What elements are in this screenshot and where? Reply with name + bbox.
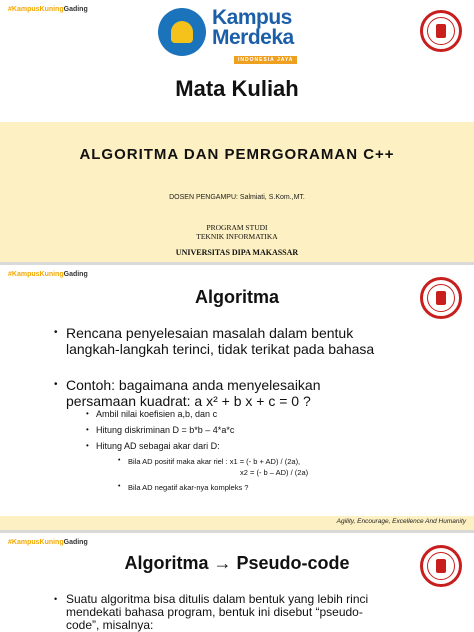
- algoritma-slide: [0, 265, 474, 530]
- bullet: • Rencana penyelesaian masalah dalam bentuk langkah-langkah terinci, tidak terikat pada bahasa: [66, 325, 396, 357]
- title-band: [0, 122, 474, 262]
- sub-bullet: • Hitung AD sebagai akar dari D:: [96, 441, 220, 451]
- sub-sub-bullet-cont: x2 = (- b – AD) / (2a): [240, 468, 309, 477]
- tut-wuri-logo-icon: [158, 8, 206, 56]
- program-text: PROGRAM STUDI TEKNIK INFORMATIKA: [196, 223, 278, 241]
- sub-sub-bullet: • Bila AD negatif akar-nya kompleks ?: [128, 483, 248, 492]
- page-heading: Mata Kuliah: [175, 76, 299, 101]
- slide-title: Algoritma → Pseudo-code: [124, 553, 350, 573]
- hashtag: #KampusKuningGading: [8, 271, 88, 278]
- hashtag: #KampusKuningGading: [8, 6, 88, 13]
- sub-bullet: • Ambil nilai koefisien a,b, dan c: [96, 409, 217, 419]
- course-title: ALGORITMA DAN PEMRGORAMAN C++: [79, 146, 395, 163]
- footer-bar: Agility, Encourage, Excellence And Humanity: [0, 516, 474, 530]
- university-name: UNIVERSITAS DIPA MAKASSAR: [175, 248, 299, 257]
- sub-bullet: • Hitung diskriminan D = b*b – 4*a*c: [96, 425, 234, 435]
- kampus-merdeka-logo: Kampus Merdeka INDONESIA JAYA: [212, 8, 322, 66]
- sub-sub-bullet: • Bila AD positif maka akar riel : x1 = (- b + AD) / (2a),: [128, 457, 300, 466]
- lecturer-text: DOSEN PENGAMPU: Salmiati, S.Kom.,MT.: [169, 194, 305, 201]
- bullet: • Contoh: bagaimana anda menyelesaikan persamaan kuadrat: a x² + b x + c = 0 ?: [66, 377, 386, 409]
- university-logo-icon: [420, 10, 462, 52]
- bullet: • Suatu algoritma bisa ditulis dalam bentuk yang lebih rinci mendekati bahasa program, bentuk ini disebut “pseudo-code”, misalnya:: [66, 593, 396, 632]
- title-slide: [0, 0, 474, 262]
- hashtag: #KampusKuningGading: [8, 539, 88, 546]
- pseudo-code-slide: [0, 533, 474, 632]
- slide-title: Algoritma: [194, 287, 279, 307]
